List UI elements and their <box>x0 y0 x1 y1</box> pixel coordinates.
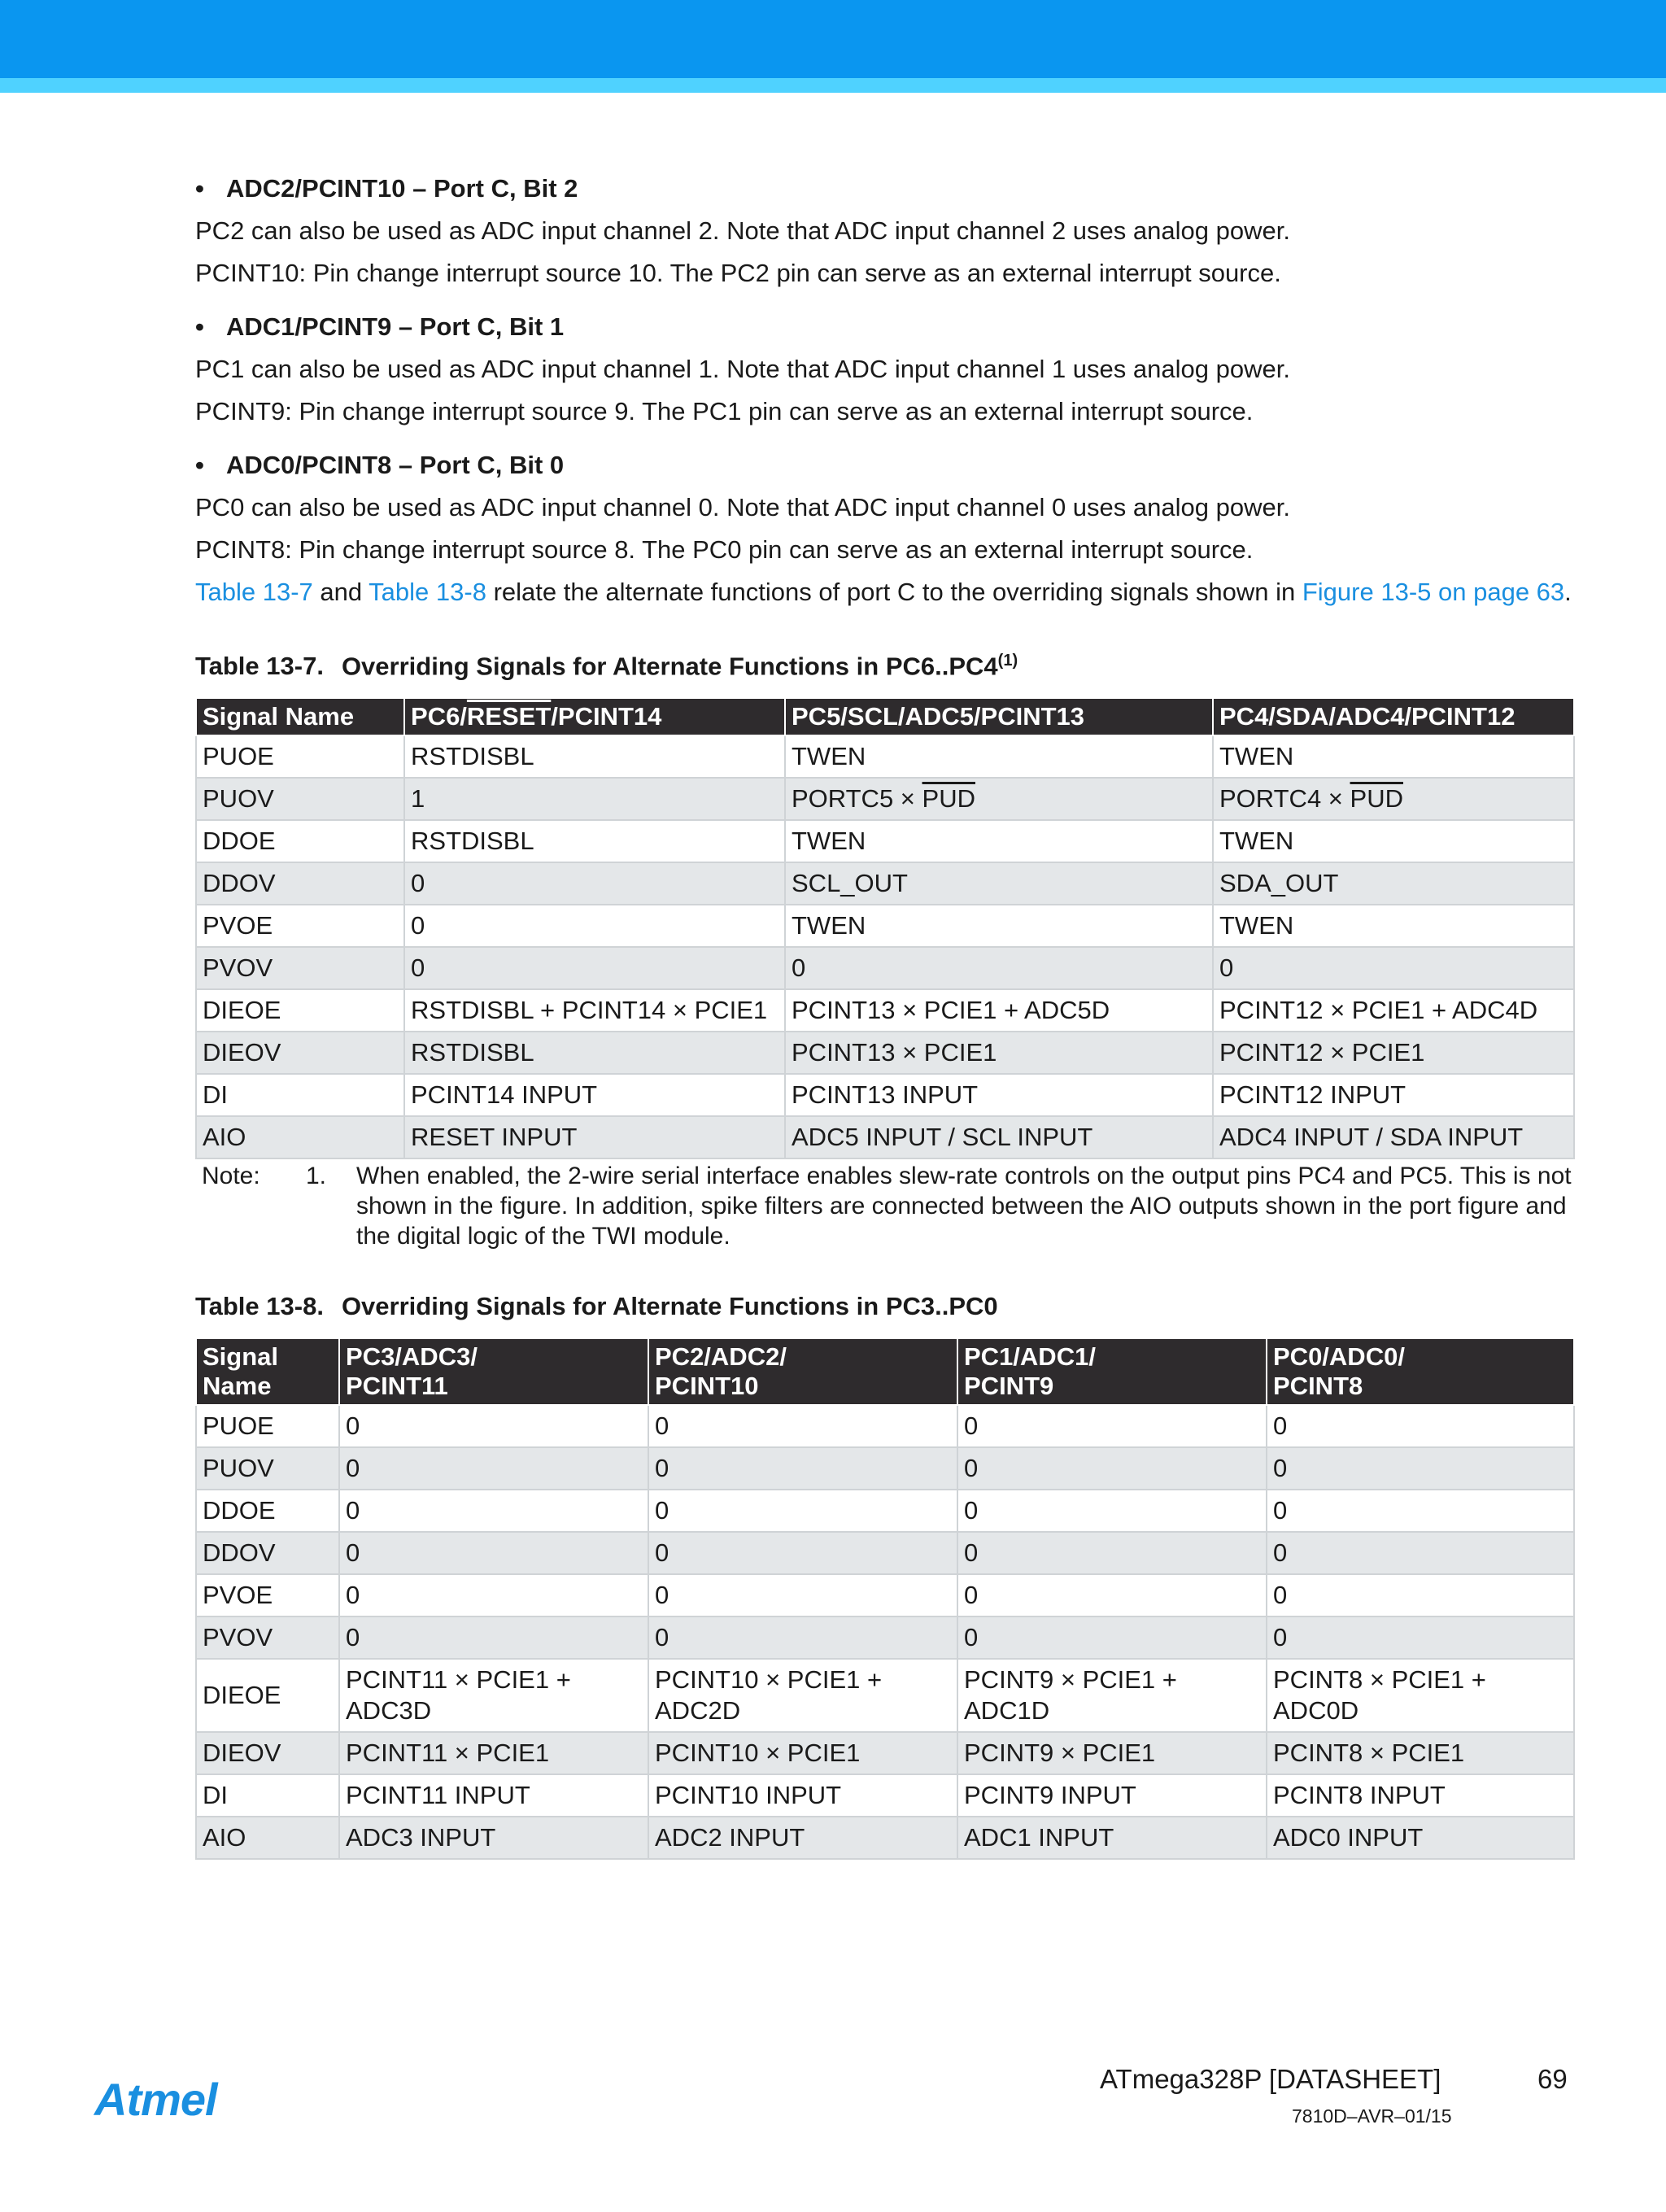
table-row <box>196 1817 1574 1859</box>
table-cell: SCL_OUT <box>785 862 1213 905</box>
section-paragraph: PCINT10: Pin change interrupt source 10. The PC2 pin can serve as an external interrupt source. <box>195 259 1281 287</box>
signal-name-cell: PVOV <box>196 1616 339 1659</box>
table-row <box>196 1032 1574 1074</box>
signal-name-cell: PUOE <box>196 735 404 778</box>
table-cell: PCINT8 INPUT <box>1267 1774 1574 1817</box>
column-header: PC2/ADC2/ PCINT10 <box>648 1338 957 1405</box>
table-cell: 0 <box>339 1447 648 1490</box>
relate-text-end: . <box>1564 578 1572 606</box>
table-cell: PCINT13 INPUT <box>785 1074 1213 1116</box>
table-cell: PCINT8 × PCIE1 <box>1267 1732 1574 1774</box>
column-header: Signal Name <box>196 1338 339 1405</box>
table-13-8-title: Overriding Signals for Alternate Functions in PC3..PC0 <box>341 1292 998 1321</box>
table-cell: ADC1 INPUT <box>957 1817 1267 1859</box>
table-cell: 0 <box>1267 1447 1574 1490</box>
table-cell: 0 <box>648 1616 957 1659</box>
table-row <box>196 1074 1574 1116</box>
section-heading <box>195 449 1578 482</box>
signal-name-cell: AIO <box>196 1817 339 1859</box>
link-table-13-7[interactable]: Table 13-7 <box>195 578 313 606</box>
table-cell: ADC3 INPUT <box>339 1817 648 1859</box>
table-row <box>196 1574 1574 1616</box>
table-cell: PCINT13 × PCIE1 + ADC5D <box>785 989 1213 1032</box>
table-cell: 0 <box>1213 947 1574 989</box>
section-heading-text: ADC0/PCINT8 – Port C, Bit 0 <box>226 451 565 479</box>
table-cell: 0 <box>957 1447 1267 1490</box>
table-cell: PCINT10 × PCIE1 <box>648 1732 957 1774</box>
relate-text-and: and <box>312 578 369 606</box>
table-cell: PCINT10 INPUT <box>648 1774 957 1817</box>
table-cell: 0 <box>1267 1490 1574 1532</box>
table-cell: 0 <box>1267 1616 1574 1659</box>
column-header: PC6/RESET/PCINT14 <box>404 698 785 735</box>
table-13-7-number: Table 13-7. <box>195 652 324 681</box>
table-cell: TWEN <box>785 820 1213 862</box>
table-cell: 0 <box>957 1490 1267 1532</box>
section-paragraph: PC1 can also be used as ADC input channel 1. Note that ADC input channel 1 uses analog power. <box>195 355 1290 383</box>
table-cell: 0 <box>957 1574 1267 1616</box>
signal-name-cell: DIEOV <box>196 1732 339 1774</box>
signal-name-cell: AIO <box>196 1116 404 1158</box>
column-header: PC0/ADC0/ PCINT8 <box>1267 1338 1574 1405</box>
signal-name-cell: DDOV <box>196 862 404 905</box>
table-row <box>196 1659 1574 1732</box>
table-cell: TWEN <box>1213 905 1574 947</box>
note-text: When enabled, the 2-wire serial interface enables slew-rate controls on the output pins PC4 and PC5. This is not shown in the figure. In addition, spike filters are connected between the AIO outputs shown in the port figure and the digital logic of the TWI module. <box>356 1163 1572 1250</box>
table-13-8 <box>195 1337 1575 1860</box>
table-row <box>196 1774 1574 1817</box>
table-cell: 0 <box>785 947 1213 989</box>
table-row <box>196 778 1574 820</box>
bullet-sections <box>195 172 1578 566</box>
signal-name-cell: PUOV <box>196 1447 339 1490</box>
table-cell: 0 <box>957 1616 1267 1659</box>
footer-page-number: 69 <box>1537 2064 1568 2094</box>
table-cell: ADC2 INPUT <box>648 1817 957 1859</box>
table-cell: 0 <box>957 1532 1267 1574</box>
section-paragraph: PC0 can also be used as ADC input channel 0. Note that ADC input channel 0 uses analog power. <box>195 493 1290 521</box>
signal-name-cell: DDOV <box>196 1532 339 1574</box>
signal-name-cell: PVOE <box>196 905 404 947</box>
column-header: PC4/SDA/ADC4/PCINT12 <box>1213 698 1574 735</box>
table-cell: TWEN <box>1213 735 1574 778</box>
table-cell: 0 <box>404 905 785 947</box>
column-header: PC5/SCL/ADC5/PCINT13 <box>785 698 1213 735</box>
table-cell: 0 <box>339 1616 648 1659</box>
page-content <box>195 172 1578 1860</box>
table-cell: PCINT9 × PCIE1 + ADC1D <box>957 1659 1267 1732</box>
section-heading <box>195 172 1578 205</box>
table-row <box>196 820 1574 862</box>
table-row <box>196 1116 1574 1158</box>
signal-name-cell: PVOV <box>196 947 404 989</box>
table-row <box>196 1405 1574 1447</box>
table-row <box>196 1532 1574 1574</box>
signal-name-cell: DIEOE <box>196 989 404 1032</box>
table-cell: RSTDISBL <box>404 820 785 862</box>
signal-name-cell: DIEOE <box>196 1659 339 1732</box>
table-cell: 0 <box>648 1532 957 1574</box>
table-cell: PCINT8 × PCIE1 + ADC0D <box>1267 1659 1574 1732</box>
table-13-8-caption <box>195 1290 1578 1323</box>
relate-text-middle: relate the alternate functions of port C to the overriding signals shown in <box>486 578 1302 606</box>
table-cell: TWEN <box>785 735 1213 778</box>
table-13-7-footnote-ref: (1) <box>997 652 1018 670</box>
column-header: PC3/ADC3/ PCINT11 <box>339 1338 648 1405</box>
table-cell: RSTDISBL + PCINT14 × PCIE1 <box>404 989 785 1032</box>
table-row <box>196 862 1574 905</box>
table-cell: PCINT9 × PCIE1 <box>957 1732 1267 1774</box>
table-cell: 0 <box>648 1574 957 1616</box>
overline-signal: RESET <box>466 702 552 731</box>
table-cell: PCINT9 INPUT <box>957 1774 1267 1817</box>
relate-paragraph <box>195 576 1578 609</box>
signal-name-cell: PUOE <box>196 1405 339 1447</box>
table-cell: 0 <box>957 1405 1267 1447</box>
signal-name-cell: DI <box>196 1774 339 1817</box>
table-cell: PCINT14 INPUT <box>404 1074 785 1116</box>
note-number: 1. <box>306 1163 327 1190</box>
table-cell: 0 <box>648 1405 957 1447</box>
table-cell: 0 <box>339 1574 648 1616</box>
table-cell: 0 <box>648 1447 957 1490</box>
table-row <box>196 989 1574 1032</box>
column-header: Signal Name <box>196 698 404 735</box>
table-cell: PORTC4 × $\overline{PUD}$ <box>1213 778 1574 820</box>
table-cell: PORTC5 × $\overline{PUD}$ <box>785 778 1213 820</box>
table-row <box>196 1490 1574 1532</box>
header-stripe <box>0 78 1666 93</box>
table-cell: SDA_OUT <box>1213 862 1574 905</box>
signal-name-cell: DIEOV <box>196 1032 404 1074</box>
table-row <box>196 947 1574 989</box>
atmel-logo: Atmel <box>94 2074 217 2125</box>
signal-name-cell: PUOV <box>196 778 404 820</box>
section-paragraph: PCINT9: Pin change interrupt source 9. The PC1 pin can serve as an external interrupt source. <box>195 397 1254 425</box>
signal-name-cell: DDOE <box>196 820 404 862</box>
table-cell: PCINT11 INPUT <box>339 1774 648 1817</box>
table-13-8-number: Table 13-8. <box>195 1292 324 1321</box>
bullet-icon: • <box>195 312 204 341</box>
table-cell: RSTDISBL <box>404 735 785 778</box>
table-cell: PCINT11 × PCIE1 + ADC3D <box>339 1659 648 1732</box>
table-cell: PCINT13 × PCIE1 <box>785 1032 1213 1074</box>
table-cell: 0 <box>339 1490 648 1532</box>
table-cell: 0 <box>1267 1405 1574 1447</box>
section-heading-text: ADC2/PCINT10 – Port C, Bit 2 <box>226 174 578 203</box>
table-header-row <box>196 1338 1574 1405</box>
table-row <box>196 1616 1574 1659</box>
table-cell: TWEN <box>1213 820 1574 862</box>
table-cell: ADC0 INPUT <box>1267 1817 1574 1859</box>
table-cell: RSTDISBL <box>404 1032 785 1074</box>
table-row <box>196 1447 1574 1490</box>
table-cell: ADC5 INPUT / SCL INPUT <box>785 1116 1213 1158</box>
section-paragraph: PC2 can also be used as ADC input channel 2. Note that ADC input channel 2 uses analog power. <box>195 216 1290 245</box>
table-cell: 0 <box>339 1532 648 1574</box>
link-table-13-8[interactable]: Table 13-8 <box>369 578 486 606</box>
signal-name-cell: DDOE <box>196 1490 339 1532</box>
overline-signal: $\overline{PUD}$ <box>922 784 975 814</box>
table-cell: 0 <box>1267 1532 1574 1574</box>
link-figure-13-5[interactable]: Figure 13-5 on page 63 <box>1302 578 1565 606</box>
table-cell: 0 <box>339 1405 648 1447</box>
section-heading-text: ADC1/PCINT9 – Port C, Bit 1 <box>226 312 565 341</box>
table-cell: PCINT12 × PCIE1 <box>1213 1032 1574 1074</box>
section-paragraph: PCINT8: Pin change interrupt source 8. The PC0 pin can serve as an external interrupt source. <box>195 535 1254 564</box>
table-cell: PCINT10 × PCIE1 + ADC2D <box>648 1659 957 1732</box>
table-cell: ADC4 INPUT / SDA INPUT <box>1213 1116 1574 1158</box>
section-heading <box>195 311 1578 343</box>
bullet-icon: • <box>195 174 204 203</box>
table-cell: 1 <box>404 778 785 820</box>
table-header-row <box>196 698 1574 735</box>
table-cell: 0 <box>1267 1574 1574 1616</box>
table-row <box>196 905 1574 947</box>
footer-doc-code: 7810D–AVR–01/15 <box>1292 2105 1452 2127</box>
bullet-icon: • <box>195 451 204 479</box>
table-cell: RESET INPUT <box>404 1116 785 1158</box>
table-row <box>196 735 1574 778</box>
table-row <box>196 1732 1574 1774</box>
signal-name-cell: DI <box>196 1074 404 1116</box>
signal-name-cell: PVOE <box>196 1574 339 1616</box>
table-cell: PCINT12 INPUT <box>1213 1074 1574 1116</box>
table-cell: TWEN <box>785 905 1213 947</box>
note-label: Note: <box>202 1163 260 1190</box>
overline-signal: $\overline{PUD}$ <box>1350 784 1403 814</box>
table-cell: 0 <box>404 947 785 989</box>
table-cell: PCINT11 × PCIE1 <box>339 1732 648 1774</box>
table-cell: 0 <box>648 1490 957 1532</box>
footer-doc-title: ATmega328P [DATASHEET] <box>1100 2064 1441 2094</box>
table-13-7-title: Overriding Signals for Alternate Functions in PC6..PC4 <box>341 652 998 681</box>
table-13-7-note <box>195 1161 1578 1251</box>
table-13-7 <box>195 697 1575 1159</box>
table-13-7-caption <box>195 644 1578 683</box>
table-cell: PCINT12 × PCIE1 + ADC4D <box>1213 989 1574 1032</box>
header-bar <box>0 0 1666 78</box>
column-header: PC1/ADC1/ PCINT9 <box>957 1338 1267 1405</box>
table-cell: 0 <box>404 862 785 905</box>
